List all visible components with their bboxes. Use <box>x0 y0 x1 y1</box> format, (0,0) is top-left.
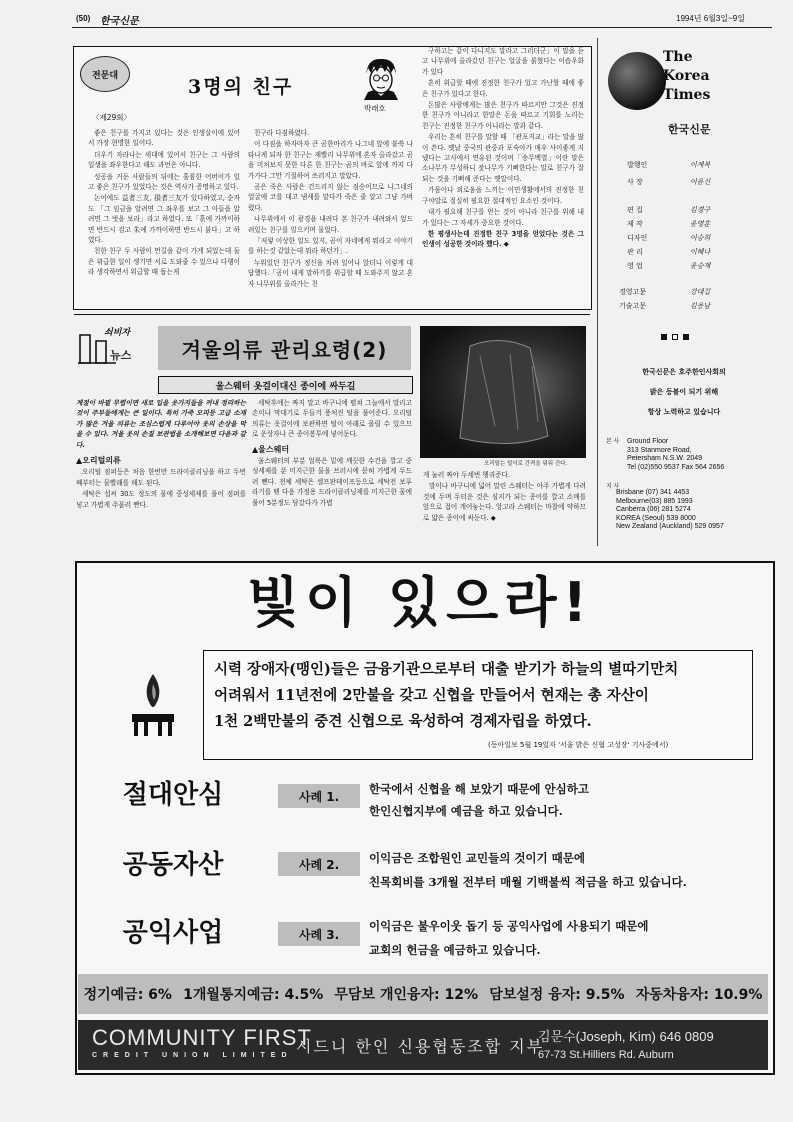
staff-name: 윤승재 <box>690 262 711 270</box>
staff-role: 디자인 <box>627 234 648 242</box>
paragraph: 가뭄이나 외로움을 느끼는 이민생활에서의 진정한 친구야말로 절실히 필요한 절대적인 요소인 것이다. <box>422 186 584 205</box>
staff-role: 사 장 <box>627 178 643 186</box>
case-3-label: 사례 3. <box>278 922 360 946</box>
laundry-column-3 <box>423 470 586 524</box>
quote-line: 1천 2백만불의 중견 신협으로 육성하여 경제자립을 하였다. <box>214 713 592 730</box>
page-number: (50) <box>76 14 91 23</box>
author-name: 박래호 <box>364 104 386 113</box>
quote-line: 어려워서 11년전에 2만불을 갖고 신협을 만들어서 현재는 총 자산이 <box>214 687 649 704</box>
staff-role: 제 작 <box>627 220 643 228</box>
paragraph: 게 눌러 짜야 두세번 헹궈준다. <box>423 471 510 479</box>
ornament-square <box>683 334 689 340</box>
laundry-subtitle-bar <box>158 376 413 394</box>
ornament <box>661 334 689 340</box>
paragraph: 친구라 다짐하였다. <box>254 129 310 137</box>
case-line: 한인신협지부에 예금을 하고 있습니다. <box>369 804 563 818</box>
rate-notice-deposit: 1개월통지예금: 4.5% <box>183 987 324 1003</box>
paragraph: 내가 필요해 친구를 얻는 것이 아니라 친구를 위해 내가 있다는 그 자세가 중요한 것이다. <box>422 208 584 227</box>
paragraph: 울스웨터의 부분 얼룩은 밑에 깨끗한 수건을 깔고 중성세제를 푼 미지근한 물을 브러시에 묻혀 가볍게 두드려 뺀다. 전체 세탁은 셀프판테이프등으로 세탁전 보푸라기를 뗀 다음 가정용 드라이클리닝제를 미지근한 물에 풀어 5분정도 담갔다가 가볍 <box>252 457 412 507</box>
paragraph: 곰은 죽은 사람은 건드리지 않는 짐승이므로 나그네의 얼굴에 코를 대고 냄새를 맡다가 죽은 줄 알고 그냥 가버렸다. <box>248 183 413 212</box>
staff-name: 이윤신 <box>690 178 711 186</box>
header-rule <box>72 27 772 28</box>
office-label: 본 사 <box>606 439 620 445</box>
essay-column-2 <box>248 128 413 290</box>
rate-car-loan: 자동차융자: 10.9% <box>635 987 763 1003</box>
paragraph: 좋은 친구를 가지고 있다는 것은 인생살이에 있어서 가장 현명한 일이다. <box>88 129 240 148</box>
paragraph: 「저렇 이상한 일도 있지, 곰이 자네에게 뭐라고 이야기를 하는것 같았는데 뭐라 하던가」. <box>248 237 413 256</box>
section-heading: ▲오리털의류 <box>76 456 121 466</box>
rate-personal-loan: 무담보 개인융자: 12% <box>334 987 479 1003</box>
branch-line: Melbourne(03) 885 1993 <box>616 497 693 505</box>
rate-secured-loan: 담보설정 융자: 9.5% <box>489 987 625 1003</box>
staff-role: 경영고문 <box>619 288 647 296</box>
staff-name: 이계복 <box>690 161 711 169</box>
paragraph: 흔히 위급할 때에 진정한 친구가 있고 가난할 때에 좋은 친구가 있다고 한다. <box>422 79 584 98</box>
paragraph: 구하고는 같이 다니지도 말라고 그러더군」이 말을 듣고 나무위에 올라갔던 친구는 얼굴을 붉혔다는 이솝우화가 있다 <box>422 47 584 76</box>
case-2-heading: 공동자산 <box>122 849 224 880</box>
masthead-title-line: The <box>663 49 693 65</box>
paragraph: 논어에도 益者三友, 損者三友가 있다하였고, 순자도 「그 임금을 알려면 그 좌우를 보고 그 아들을 알려면 그 벗을 보라」라고 하였다. 또「흙에 가까이하면 반드시 검고 朱에 가까이하면 반드시 붉다」고 하였다. <box>88 194 240 245</box>
photo-caption: 오리털는 털이로 간격을 뭐워 건다. <box>484 461 568 467</box>
candle-logo <box>128 670 178 740</box>
paragraph: 세탁후에는 짜지 말고 바구니에 펼쳐 그늘에서 말리고 손이나 막대기로 두들겨 풍처진 털을 풀어준다. 오리털 의류는 옷걸이에 보관하면 털이 아래로 몰릴 수 있으므로 운상자나 큰 종이봉투에 넣어둔다. <box>252 399 412 439</box>
paragraph: 더우기 자라나는 세대에 있어서 친구는 그 사람의 일생을 좌우한다고 해도 과언은 아니다. <box>88 150 240 170</box>
mission-line: 한국신문은 호주한인사회의 <box>642 368 726 376</box>
laundry-column-1 <box>76 398 246 511</box>
masthead-title <box>663 48 710 105</box>
paragraph: 성공을 거둔 사람들의 뒤에는 훌륭한 어버이가 있고 좋은 친구가 있었다는 것은 역사가 증명하고 있다. <box>88 172 240 192</box>
laundry-title: 겨울의류 관리요령(2) <box>181 337 388 362</box>
section-heading: ▲울스웨터 <box>252 444 290 454</box>
staff-role: 기술고문 <box>619 302 647 310</box>
paragraph: 친한 친구 두 사람이 먼길을 같이 가게 되었는데 둘은 위급한 일이 생기면 서로 도와줄 수 있으나 다행이라 생각하면서 위급할 때 돕는게 <box>88 247 240 277</box>
laundry-title-bar <box>158 326 411 370</box>
case-line: 친목회비를 3개월 전부터 매월 기백불씩 적금을 하고 있습니다. <box>369 875 687 889</box>
case-line: 이익금은 불우이웃 돕기 등 공익사업에 사용되기 때문에 <box>369 919 649 933</box>
paragraph: 말이나 바구니에 넓어 말린 스웨터는 아주 가볍게 다려 것에 두며 두터운 것은 심지가 되는 종이를 깔고 소매를 앞으로 접어 개어놓는다. 앙고라 스웨터는 마찰에 약하므로 얇은 종이에 싸둔다. ◆ <box>423 482 586 522</box>
masthead-title-line: Korea <box>663 68 710 84</box>
laundry-column-2 <box>252 398 412 509</box>
korean-branch-name: 시드니 한인 신용협동조합 지부 <box>296 1037 545 1056</box>
mission-line: 항상 노력하고 있습니다 <box>647 408 721 416</box>
section-divider <box>74 314 590 315</box>
case-3-text <box>369 914 649 962</box>
case-1-heading: 절대안심 <box>122 779 224 810</box>
badge-top-text: 쇠비자 <box>104 328 131 338</box>
ad-headline: 빛이 있으라! <box>246 571 594 634</box>
laundry-subtitle: 울스웨터 옷걸이대신 종이에 싸두길 <box>215 381 356 392</box>
paper-name: 한국신문 <box>100 16 139 27</box>
office-address <box>606 438 771 472</box>
quote-line: 시력 장애자(맹인)들은 금융기관으로부터 대출 받기가 하늘의 별따기만치 <box>214 661 679 678</box>
paragraph: 오리털 점퍼등은 처음 한번만 드라이클리닝을 하고 두번째부터는 물빨래를 해도 된다. <box>76 468 246 487</box>
credit-union-footer <box>78 1020 768 1070</box>
contact-person: 김문수(Joseph, Kim) 646 0809 <box>538 1029 714 1044</box>
case-2-text <box>369 846 687 894</box>
issue-date: 1994년 6월3일~9일 <box>676 14 745 23</box>
rate-term-deposit: 정기예금: 6% <box>83 987 172 1003</box>
mission-statement <box>608 362 760 422</box>
essay-column-3 <box>422 46 584 251</box>
episode-number: 〈제29회〉 <box>92 113 132 122</box>
badge-bottom-text: 뉴스 <box>110 349 132 362</box>
globe-logo <box>608 52 666 110</box>
address-line: 313 Stanmore Road, <box>627 446 692 454</box>
staff-name: 김용남 <box>690 302 711 310</box>
essay-title: 3명의 친구 <box>188 76 294 98</box>
rates-bar <box>78 974 768 1014</box>
masthead-title-line: Times <box>663 87 711 103</box>
quote-text <box>214 657 749 735</box>
column-badge: 전문대 <box>80 56 130 92</box>
case-1-label: 사례 1. <box>278 784 360 808</box>
mission-line: 밝은 등불이 되기 위해 <box>649 388 719 396</box>
case-line: 교회의 헌금을 예금하고 있습니다. <box>369 943 541 957</box>
ornament-square <box>661 334 667 340</box>
case-line: 한국에서 신협을 해 보았기 때문에 안심하고 <box>369 782 589 796</box>
branch-line: KOREA (Seoul) 539 8000 <box>616 514 696 522</box>
branch-lines <box>616 483 771 532</box>
branch-label: 지 사 <box>606 484 620 490</box>
staff-name: 이혜나 <box>690 248 711 256</box>
staff-role: 영 업 <box>627 262 643 270</box>
quote-source: (동아일보 5월 19일자 '서울 밝은 신협 고성장' 기사중에서) <box>488 741 669 749</box>
author-portrait <box>358 54 404 100</box>
staff-name: 김경구 <box>690 206 711 214</box>
paragraph: 우리는 흔히 친구를 말할 때 「관포지교」라는 말을 많이 쓴다. 옛날 중국의 관중과 포숙아가 매우 사이좋게 지냈다는 고사에서 연유된 것이며「송무백열」이란 말은 소나무가 무성하니 잣나무가 기뻐한다는 말로 친구가 잘되는 것을 기뻐해 준다는 옛말이다. <box>422 133 584 183</box>
paragraph: 누워있던 친구가 정신을 차려 일어나 앉더니 이렇게 대답했다.「곰이 내게 말하기를 위급할 때 도와주지 않고 혼자 나무위를 올라가는 친 <box>248 258 413 288</box>
staff-role: 편 집 <box>627 206 643 214</box>
address-line: Tel (02)550 9537 Fax 564 2656 <box>627 463 725 471</box>
branch-line: New Zealand (Auckland) 529 0957 <box>616 523 724 531</box>
staff-name: 윤명훈 <box>690 220 711 228</box>
brand-subtitle: CREDIT UNION LIMITED <box>92 1052 293 1059</box>
paragraph: 돈많은 사람에게는 많은 친구가 따르지만 그것은 진정한 친구가 아니라고 한말은 돈을 따르고 기회를 노리는 친구는 진정한 친구가 아니라는 말과 같다. <box>422 101 584 130</box>
paragraph: 나무위에서 이 광경을 내려다 본 친구가 내려와서 엎드려있는 친구를 일으키며 물었다. <box>248 215 413 234</box>
masthead-korean: 한국신문 <box>668 123 711 136</box>
staff-role: 관 리 <box>627 248 643 256</box>
address-line: Petersham N.S.W. 2049 <box>627 455 703 463</box>
staff-name: 이승희 <box>690 234 711 242</box>
brand-name: COMMUNITY FIRST <box>92 1025 312 1050</box>
branch-address: 67-73 St.Hilliers Rd. Auburn <box>538 1049 674 1061</box>
branch-offices <box>606 483 771 532</box>
staff-name: 강대길 <box>690 288 711 296</box>
case-3-heading: 공익사업 <box>122 917 224 948</box>
office-lines <box>627 438 771 472</box>
branch-line: Brisbane (07) 341 4453 <box>616 489 690 496</box>
jacket-photo <box>420 326 586 458</box>
essay-column-1 <box>88 128 240 279</box>
ornament-square <box>672 334 678 340</box>
paragraph: 한 평생사는데 진정한 친구 3명을 얻었다는 것은 그 인생이 성공한 것이라 했다. ◆ <box>422 229 584 249</box>
case-2-label: 사례 2. <box>278 852 360 876</box>
branch-line: Canberra (06) 281 5274 <box>616 506 691 514</box>
case-1-text <box>369 778 589 822</box>
case-line: 이익금은 조합원인 교민들의 것이기 때문에 <box>369 851 585 865</box>
paragraph: 이 다짐을 하자마자 큰 곰한마리가 나그네 앞에 불쑥 나타나게 되자 한 친구는 재빨리 나무위에 혼자 올라갔고 곰을 미처보지 못한 다른 한 친구는 곰의 바로 앞에 까지 다가가다 그만 기절하여 쓰러지고 말았다. <box>248 140 413 180</box>
staff-role: 발행인 <box>627 161 648 169</box>
paragraph: 세탁은 섭씨 30도 정도의 물에 중성세제를 풀어 점퍼를 넣고 가볍게 주물러 빤다. <box>76 490 246 509</box>
intro-paragraph: 계절이 바뀔 무렵이면 새로 입을 옷가지들을 꺼내 정리하는 것이 주부들에게는 큰 일이다. 특히 가죽 모피등 고급 소재가 많은 겨울 의류는 조심스럽게 다루어야 옷의 손상을 막을 수 있다. 겨울 옷의 손질 보관법을 소개해보면 다음과 같다. <box>76 399 246 449</box>
consumer-news-badge <box>76 325 156 365</box>
address-line: Ground Floor <box>627 438 669 445</box>
